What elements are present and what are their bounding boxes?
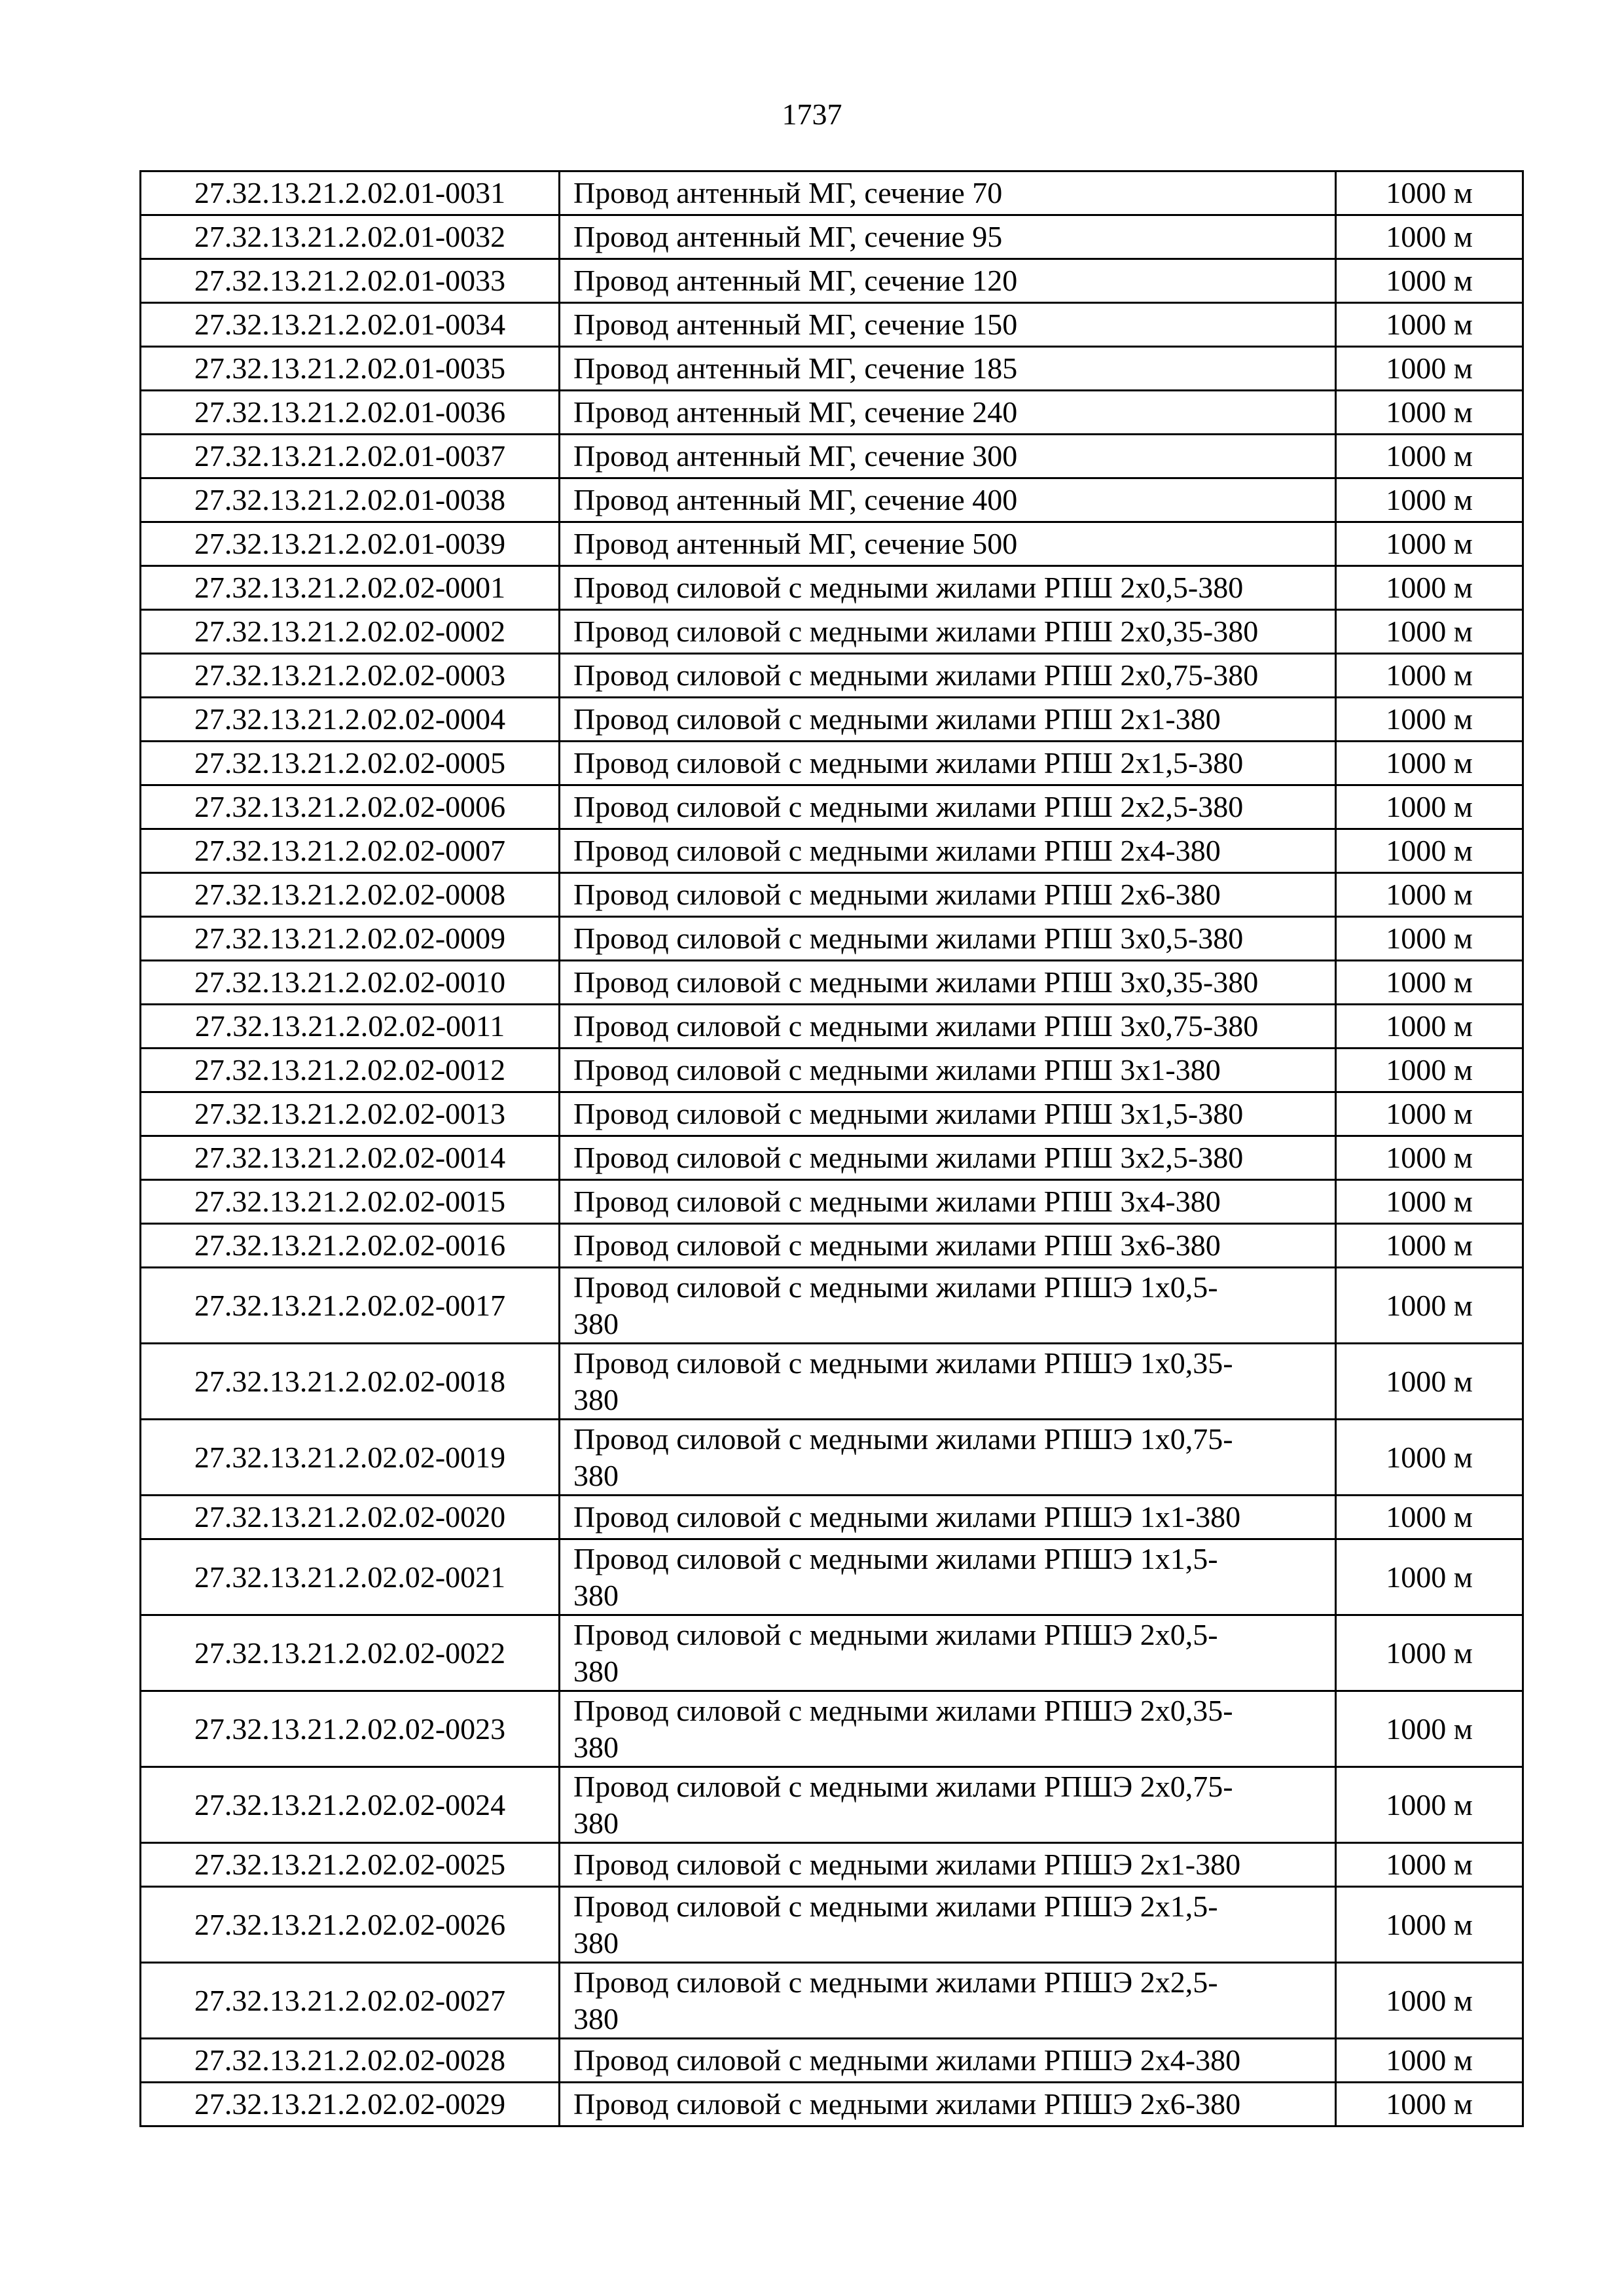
resource-unit: 1000 м <box>1336 1420 1523 1496</box>
resource-code: 27.32.13.21.2.02.02-0002 <box>141 610 560 654</box>
resource-table-body <box>141 171 1523 2126</box>
resource-code: 27.32.13.21.2.02.01-0039 <box>141 522 560 566</box>
resource-code: 27.32.13.21.2.02.02-0017 <box>141 1268 560 1344</box>
resource-code: 27.32.13.21.2.02.02-0003 <box>141 654 560 698</box>
resource-name: Провод силовой с медными жилами РПШ 3х0,75-380 <box>560 1005 1336 1049</box>
table-row <box>141 171 1523 215</box>
table-row <box>141 873 1523 917</box>
resource-name: Провод силовой с медными жилами РПШ 2х0,5-380 <box>560 566 1336 610</box>
table-row <box>141 1496 1523 1539</box>
resource-unit: 1000 м <box>1336 1180 1523 1224</box>
resource-unit: 1000 м <box>1336 347 1523 391</box>
table-row <box>141 435 1523 478</box>
resource-name: Провод силовой с медными жилами РПШ 2х0,35-380 <box>560 610 1336 654</box>
table-row <box>141 303 1523 347</box>
resource-code: 27.32.13.21.2.02.02-0020 <box>141 1496 560 1539</box>
resource-name: Провод силовой с медными жилами РПШЭ 1х0,75- 380 <box>560 1420 1336 1496</box>
resource-code: 27.32.13.21.2.02.01-0036 <box>141 391 560 435</box>
resource-name: Провод силовой с медными жилами РПШ 2х6-380 <box>560 873 1336 917</box>
resource-name: Провод силовой с медными жилами РПШ 3х0,35-380 <box>560 961 1336 1005</box>
resource-unit: 1000 м <box>1336 610 1523 654</box>
resource-code: 27.32.13.21.2.02.02-0028 <box>141 2039 560 2083</box>
resource-code: 27.32.13.21.2.02.02-0015 <box>141 1180 560 1224</box>
table-row <box>141 566 1523 610</box>
table-row <box>141 1092 1523 1136</box>
table-row <box>141 391 1523 435</box>
resource-unit: 1000 м <box>1336 873 1523 917</box>
resource-name: Провод силовой с медными жилами РПШ 3х6-380 <box>560 1224 1336 1268</box>
resource-name: Провод антенный МГ, сечение 300 <box>560 435 1336 478</box>
table-row <box>141 785 1523 829</box>
resource-code: 27.32.13.21.2.02.02-0021 <box>141 1539 560 1615</box>
table-row <box>141 1615 1523 1691</box>
resource-name: Провод антенный МГ, сечение 120 <box>560 259 1336 303</box>
resource-unit: 1000 м <box>1336 1049 1523 1092</box>
resource-code: 27.32.13.21.2.02.02-0026 <box>141 1887 560 1963</box>
resource-name: Провод силовой с медными жилами РПШ 2х1-380 <box>560 698 1336 742</box>
resource-unit: 1000 м <box>1336 171 1523 215</box>
resource-code: 27.32.13.21.2.02.01-0031 <box>141 171 560 215</box>
table-row <box>141 610 1523 654</box>
table-row <box>141 742 1523 785</box>
resource-name: Провод антенный МГ, сечение 240 <box>560 391 1336 435</box>
table-row <box>141 698 1523 742</box>
resource-name: Провод силовой с медными жилами РПШ 2х1,5-380 <box>560 742 1336 785</box>
table-row <box>141 917 1523 961</box>
resource-code: 27.32.13.21.2.02.02-0011 <box>141 1005 560 1049</box>
resource-name: Провод антенный МГ, сечение 500 <box>560 522 1336 566</box>
resource-unit: 1000 м <box>1336 2039 1523 2083</box>
table-row <box>141 1767 1523 1843</box>
resource-name: Провод силовой с медными жилами РПШ 3х1,5-380 <box>560 1092 1336 1136</box>
resource-name: Провод силовой с медными жилами РПШЭ 2х1-380 <box>560 1843 1336 1887</box>
table-row <box>141 1005 1523 1049</box>
resource-code: 27.32.13.21.2.02.02-0029 <box>141 2083 560 2126</box>
resource-unit: 1000 м <box>1336 1268 1523 1344</box>
resource-code: 27.32.13.21.2.02.02-0024 <box>141 1767 560 1843</box>
resource-name: Провод антенный МГ, сечение 150 <box>560 303 1336 347</box>
page-number: 1737 <box>782 98 842 131</box>
resource-unit: 1000 м <box>1336 1767 1523 1843</box>
resource-name: Провод антенный МГ, сечение 185 <box>560 347 1336 391</box>
resource-name: Провод силовой с медными жилами РПШЭ 2х0,5- 380 <box>560 1615 1336 1691</box>
resource-name: Провод силовой с медными жилами РПШЭ 2х0,35- 380 <box>560 1691 1336 1767</box>
resource-unit: 1000 м <box>1336 654 1523 698</box>
resource-name: Провод силовой с медными жилами РПШЭ 1х1-380 <box>560 1496 1336 1539</box>
resource-name: Провод силовой с медными жилами РПШЭ 2х4-380 <box>560 2039 1336 2083</box>
resource-code: 27.32.13.21.2.02.02-0019 <box>141 1420 560 1496</box>
table-row <box>141 1344 1523 1420</box>
resource-name: Провод силовой с медными жилами РПШЭ 2х0,75- 380 <box>560 1767 1336 1843</box>
table-row <box>141 522 1523 566</box>
resource-name: Провод силовой с медными жилами РПШЭ 2х6-380 <box>560 2083 1336 2126</box>
table-row <box>141 2039 1523 2083</box>
resource-code: 27.32.13.21.2.02.02-0010 <box>141 961 560 1005</box>
resource-unit: 1000 м <box>1336 1615 1523 1691</box>
resource-code: 27.32.13.21.2.02.02-0023 <box>141 1691 560 1767</box>
resource-name: Провод силовой с медными жилами РПШЭ 1х0,5- 380 <box>560 1268 1336 1344</box>
resource-code: 27.32.13.21.2.02.02-0004 <box>141 698 560 742</box>
table-row <box>141 1224 1523 1268</box>
table-row <box>141 1887 1523 1963</box>
resource-code: 27.32.13.21.2.02.02-0025 <box>141 1843 560 1887</box>
table-row <box>141 1420 1523 1496</box>
resource-name: Провод силовой с медными жилами РПШ 2х2,5-380 <box>560 785 1336 829</box>
resource-code: 27.32.13.21.2.02.02-0022 <box>141 1615 560 1691</box>
resource-unit: 1000 м <box>1336 785 1523 829</box>
resource-code: 27.32.13.21.2.02.02-0006 <box>141 785 560 829</box>
resource-unit: 1000 м <box>1336 1691 1523 1767</box>
resource-unit: 1000 м <box>1336 1344 1523 1420</box>
table-row <box>141 1180 1523 1224</box>
table-row <box>141 215 1523 259</box>
table-row <box>141 654 1523 698</box>
table-row <box>141 259 1523 303</box>
table-row <box>141 1963 1523 2039</box>
resource-unit: 1000 м <box>1336 2083 1523 2126</box>
resource-code: 27.32.13.21.2.02.01-0038 <box>141 478 560 522</box>
resource-unit: 1000 м <box>1336 917 1523 961</box>
resource-name: Провод силовой с медными жилами РПШ 3х0,5-380 <box>560 917 1336 961</box>
resource-unit: 1000 м <box>1336 742 1523 785</box>
resource-unit: 1000 м <box>1336 259 1523 303</box>
resource-unit: 1000 м <box>1336 1092 1523 1136</box>
table-row <box>141 1268 1523 1344</box>
resource-name: Провод силовой с медными жилами РПШЭ 2х2,5- 380 <box>560 1963 1336 2039</box>
resource-unit: 1000 м <box>1336 391 1523 435</box>
resource-code: 27.32.13.21.2.02.02-0005 <box>141 742 560 785</box>
table-row <box>141 2083 1523 2126</box>
resource-code: 27.32.13.21.2.02.02-0016 <box>141 1224 560 1268</box>
resource-unit: 1000 м <box>1336 1887 1523 1963</box>
table-row <box>141 1136 1523 1180</box>
resource-unit: 1000 м <box>1336 1963 1523 2039</box>
resource-code: 27.32.13.21.2.02.02-0012 <box>141 1049 560 1092</box>
resource-unit: 1000 м <box>1336 566 1523 610</box>
resource-code: 27.32.13.21.2.02.02-0014 <box>141 1136 560 1180</box>
resource-code: 27.32.13.21.2.02.02-0001 <box>141 566 560 610</box>
resource-name: Провод силовой с медными жилами РПШ 3х1-380 <box>560 1049 1336 1092</box>
resource-code: 27.32.13.21.2.02.02-0009 <box>141 917 560 961</box>
resource-code: 27.32.13.21.2.02.02-0027 <box>141 1963 560 2039</box>
resource-code: 27.32.13.21.2.02.01-0034 <box>141 303 560 347</box>
resource-unit: 1000 м <box>1336 435 1523 478</box>
resource-code: 27.32.13.21.2.02.01-0035 <box>141 347 560 391</box>
resource-name: Провод силовой с медными жилами РПШ 3х2,5-380 <box>560 1136 1336 1180</box>
resource-name: Провод силовой с медными жилами РПШЭ 1х0,35- 380 <box>560 1344 1336 1420</box>
resource-name: Провод антенный МГ, сечение 400 <box>560 478 1336 522</box>
resource-unit: 1000 м <box>1336 1136 1523 1180</box>
resource-unit: 1000 м <box>1336 1496 1523 1539</box>
resource-unit: 1000 м <box>1336 522 1523 566</box>
table-row <box>141 961 1523 1005</box>
resource-name: Провод силовой с медными жилами РПШЭ 1х1,5- 380 <box>560 1539 1336 1615</box>
resource-unit: 1000 м <box>1336 478 1523 522</box>
table-row <box>141 347 1523 391</box>
resource-unit: 1000 м <box>1336 215 1523 259</box>
resource-code: 27.32.13.21.2.02.02-0008 <box>141 873 560 917</box>
resource-unit: 1000 м <box>1336 829 1523 873</box>
resource-unit: 1000 м <box>1336 1224 1523 1268</box>
resource-name: Провод антенный МГ, сечение 95 <box>560 215 1336 259</box>
resource-code: 27.32.13.21.2.02.02-0018 <box>141 1344 560 1420</box>
resource-name: Провод силовой с медными жилами РПШ 3х4-380 <box>560 1180 1336 1224</box>
resource-name: Провод силовой с медными жилами РПШЭ 2х1,5- 380 <box>560 1887 1336 1963</box>
resource-unit: 1000 м <box>1336 1005 1523 1049</box>
table-row <box>141 1843 1523 1887</box>
resource-code: 27.32.13.21.2.02.01-0033 <box>141 259 560 303</box>
table-row <box>141 1049 1523 1092</box>
resource-code: 27.32.13.21.2.02.02-0007 <box>141 829 560 873</box>
resource-unit: 1000 м <box>1336 1843 1523 1887</box>
resource-name: Провод антенный МГ, сечение 70 <box>560 171 1336 215</box>
resource-code: 27.32.13.21.2.02.01-0032 <box>141 215 560 259</box>
resource-unit: 1000 м <box>1336 303 1523 347</box>
table-row <box>141 478 1523 522</box>
resource-code: 27.32.13.21.2.02.01-0037 <box>141 435 560 478</box>
resource-name: Провод силовой с медными жилами РПШ 2х4-380 <box>560 829 1336 873</box>
table-row <box>141 1539 1523 1615</box>
resource-name: Провод силовой с медными жилами РПШ 2х0,75-380 <box>560 654 1336 698</box>
table-row <box>141 829 1523 873</box>
resource-unit: 1000 м <box>1336 961 1523 1005</box>
resource-unit: 1000 м <box>1336 1539 1523 1615</box>
table-row <box>141 1691 1523 1767</box>
resource-unit: 1000 м <box>1336 698 1523 742</box>
resource-table <box>139 170 1524 2127</box>
resource-code: 27.32.13.21.2.02.02-0013 <box>141 1092 560 1136</box>
